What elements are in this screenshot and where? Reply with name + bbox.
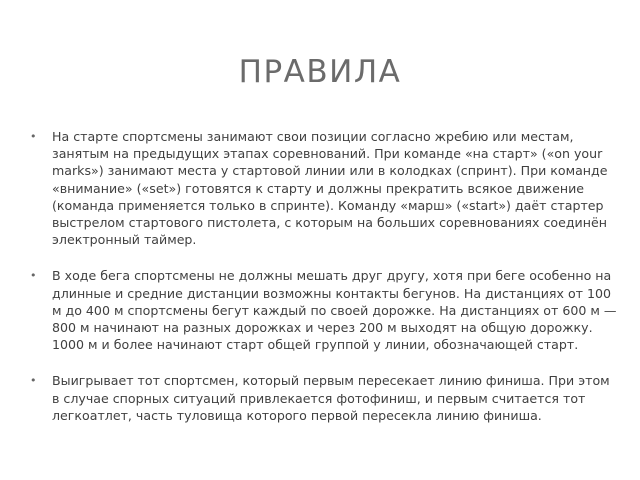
- bullet-item: [30, 372, 620, 424]
- bullet-text: На старте спортсмены занимают свои позиции согласно жребию или местам, занятым на предыдущих этапах соревнований. При команде «на старт» («on your marks») занимают места у стартовой линии или в колодках (спринт). При команде «внимание» («set») готовятся к старту и должны прекратить всякое движение (команда применяется только в спринте). Команду «марш» («start») даёт стартер выстрелом стартового пистолета, с которым на больших соревнованиях соединён электронный таймер.: [52, 129, 608, 248]
- bullet-text: В ходе бега спортсмены не должны мешать друг другу, хотя при беге особенно на длинные и средние дистанции возможны контакты бегунов. На дистанциях от 100 м до 400 м спортсмены бегут каждый по своей дорожке. На дистанциях от 600 м — 800 м начинают на разных дорожках и через 200 м выходят на общую дорожку. 1000 м и более начинают старт общей группой у линии, обозначающей старт.: [52, 268, 617, 353]
- bullet-dot-icon: •: [30, 374, 37, 388]
- bullet-dot-icon: •: [30, 269, 37, 283]
- bullet-item: [30, 128, 620, 248]
- bullet-item: [30, 267, 620, 353]
- bullet-list: [30, 128, 620, 424]
- bullet-dot-icon: •: [30, 130, 37, 143]
- bullet-text: Выигрывает тот спортсмен, который первым пересекает линию финиша. При этом в случае спорных ситуаций привлекается фотофиниш, и первым считается тот легкоатлет, часть туловища которого первой пересекла линию финиша.: [52, 373, 610, 423]
- slide-title: ПРАВИЛА: [238, 54, 402, 90]
